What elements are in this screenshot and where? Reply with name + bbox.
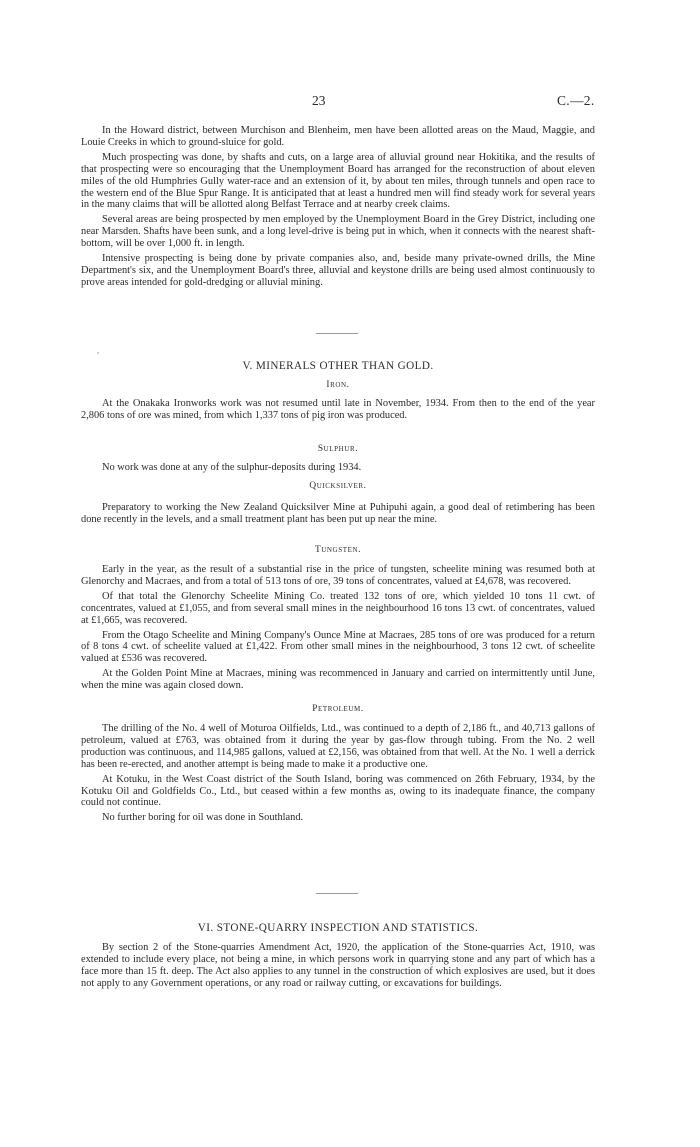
paragraph: No further boring for oil was done in Southland. — [102, 812, 304, 824]
section-title-minerals: V. MINERALS OTHER THAN GOLD. — [242, 360, 434, 372]
subheading-quicksilver: Quicksilver. — [309, 481, 367, 491]
section-divider — [316, 333, 358, 334]
tungsten-text — [81, 564, 595, 692]
paragraph: From the Otago Scheelite and Mining Company's Ounce Mine at Macraes, 285 tons of ore was produced for a return of 8 tons 4 cwt. of scheelite valued at £1,422. From other small mines in the neighbourhood, 3 tons 12 cwt. of scheelite valued at £536 was recovered. — [81, 629, 595, 665]
paragraph: Several areas are being prospected by men employed by the Unemployment Board in the Grey District, including one near Marsden. Shafts have been sunk, and a long level-drive is being put in which, when it connects with the nearest shaft-bottom, will be over 1,000 ft. in length. — [81, 214, 595, 250]
intro-text — [81, 125, 595, 289]
paragraph: Much prospecting was done, by shafts and cuts, on a large area of alluvial ground near Hokitika, and the results of that prospecting were so encouraging that the Unemployment Board has arranged for the reconstruction of about eleven miles of the old Humphries Gully water-race and an extension of it, by about ten miles, through tunnels and open race to the western end of the Blue Spur Range. It is anticipated that at least a hundred men will find steady work for several years in the many claims that will be allotted along Belfast Terrace and at nearby creek claims. — [81, 151, 595, 211]
subheading-tungsten: Tungsten. — [314, 545, 362, 555]
paragraph: At the Golden Point Mine at Macraes, mining was recommenced in January and carried on intermittently until June, when the mine was again closed down. — [81, 668, 595, 692]
paragraph: Preparatory to working the New Zealand Quicksilver Mine at Puhipuhi again, a good deal of retimbering has been done recently in the levels, and a small treatment plant has been put up near the mine. — [81, 502, 595, 525]
paragraph: Early in the year, as the result of a substantial rise in the price of tungsten, scheelite mining was resumed both at Glenorchy and Macraes, and from a total of 513 tons of ore, 39 tons of concentrates, valued at £4,678, was recovered. — [81, 564, 595, 587]
sulphur-text — [81, 462, 595, 474]
section-divider — [316, 893, 358, 894]
paragraph: Of that total the Glenorchy Scheelite Mining Co. treated 132 tons of ore, which yielded 10 tons 11 cwt. of concentrates, valued at £1,055, and from several small mines in the neighbourhood 16 tons 13 cwt. of concentrates, valued at £1,665, was recovered. — [81, 590, 595, 626]
stone-quarry-text — [81, 942, 595, 990]
subheading-iron: Iron. — [326, 380, 350, 390]
paragraph: No work was done at any of the sulphur-deposits during 1934. — [102, 462, 362, 473]
page-number: 23 — [312, 93, 326, 108]
scan-speck — [97, 352, 99, 354]
subheading-sulphur: Sulphur. — [317, 444, 359, 454]
iron-text — [81, 398, 595, 422]
subheading-petroleum: Petroleum. — [312, 704, 364, 714]
document-reference: C.—2. — [557, 93, 595, 108]
paragraph: The drilling of the No. 4 well of Moturoa Oilfields, Ltd., was continued to a depth of 2,186 ft., and 40,713 gallons of petroleum, valued at £763, was obtained from it during the year by gas-flow through tubing. From the No. 2 well production was continuous, and 114,985 gallons, valued at £2,156, was obtained from that well. At the No. 1 well a derrick has been re-erected, and another attempt is being made to make it a productive one. — [81, 723, 595, 770]
petroleum-text — [81, 723, 595, 824]
quicksilver-text — [81, 502, 595, 526]
paragraph: In the Howard district, between Murchison and Blenheim, men have been allotted areas on the Maud, Maggie, and Louie Creeks in which to ground-sluice for gold. — [81, 125, 595, 148]
paragraph: Intensive prospecting is being done by private companies also, and, beside many private-owned drills, the Mine Department's six, and the Unemployment Board's three, alluvial and keystone drills are being used almost continuously to prove areas intended for gold-dredging or alluvial mining. — [81, 253, 595, 288]
paragraph: At Kotuku, in the West Coast district of the South Island, boring was commenced on 26th February, 1934, by the Kotuku Oil and Goldfields Co., Ltd., but ceased within a few months as, owing to its inadequate finance, the company could not continue. — [81, 773, 595, 809]
paragraph: At the Onakaka Ironworks work was not resumed until late in November, 1934. From then to the end of the year 2,806 tons of ore was mined, from which 1,337 tons of pig iron was produced. — [81, 398, 595, 421]
section-title-stone-quarry: VI. STONE-QUARRY INSPECTION AND STATISTICS. — [197, 922, 479, 934]
paragraph: By section 2 of the Stone-quarries Amendment Act, 1920, the application of the Stone-quarries Act, 1910, was extended to include every place, not being a mine, in which persons work in quarrying stone and any part of which has a face more than 15 ft. deep. The Act also applies to any tunnel in the construction of which explosives are used, but it does not apply to any Government operations, or any road or railway cutting, or excavations for buildings. — [81, 942, 595, 989]
